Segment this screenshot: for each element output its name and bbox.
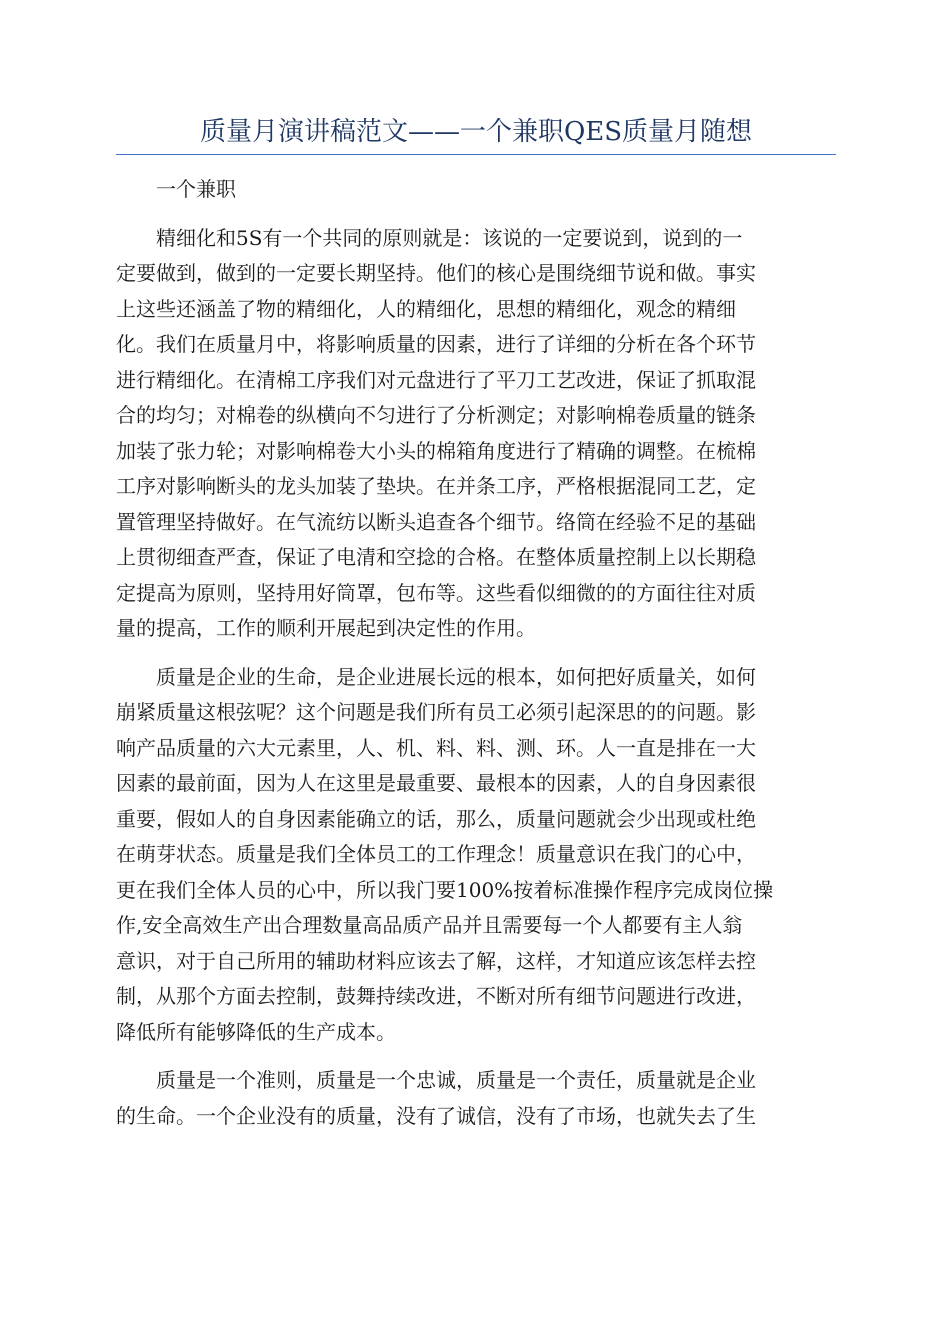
paragraph-line: 作,安全高效生产出合理数量高品质产品并且需要每一个人都要有主人翁 bbox=[116, 913, 743, 937]
paragraph-line: 在萌芽状态。质量是我们全体员工的工作理念！质量意识在我门的心中， bbox=[116, 842, 756, 866]
paragraph-line: 一个兼职 bbox=[156, 177, 236, 201]
paragraph-line: 因素的最前面，因为人在这里是最重要、最根本的因素，人的自身因素很 bbox=[116, 771, 756, 795]
paragraph-line: 化。我们在质量月中，将影响质量的因素，进行了详细的分析在各个环节 bbox=[116, 332, 756, 356]
paragraph-line: 重要，假如人的自身因素能确立的话，那么，质量问题就会少出现或杜绝 bbox=[116, 806, 756, 831]
paragraph-quality-life bbox=[116, 660, 836, 1051]
paragraph-line: 降低所有能够降低的生产成本。 bbox=[116, 1019, 396, 1044]
paragraph-line: 工序对影响断头的龙头加装了垫块。在并条工序，严格根据混同工艺，定 bbox=[116, 474, 756, 498]
paragraph-line: 合的均匀；对棉卷的纵横向不匀进行了分析测定；对影响棉卷质量的链条 bbox=[116, 403, 756, 427]
paragraph-line: 质量是企业的生命，是企业进展长远的根本，如何把好质量关，如何 bbox=[156, 664, 756, 689]
paragraph-line: 定提高为原则，坚持用好筒罩，包布等。这些看似细微的的方面往往对质 bbox=[116, 580, 756, 605]
title-underline bbox=[116, 154, 836, 155]
paragraph-line: 精细化和5S有一个共同的原则就是：该说的一定要说到，说到的一 bbox=[156, 225, 743, 250]
paragraph-line: 量的提高，工作的顺利开展起到决定性的作用。 bbox=[116, 616, 536, 640]
paragraph-line: 上贯彻细查严查，保证了电清和空捻的合格。在整体质量控制上以长期稳 bbox=[116, 545, 756, 569]
paragraph-subtitle bbox=[116, 172, 836, 208]
paragraph-refinement bbox=[116, 221, 836, 647]
paragraph-line: 置管理坚持做好。在气流纺以断头追查各个细节。络筒在经验不足的基础 bbox=[116, 509, 756, 534]
paragraph-line: 意识，对于自己所用的辅助材料应该去了解，这样，才知道应该怎样去控 bbox=[116, 948, 756, 973]
paragraph-quality-principle bbox=[116, 1063, 836, 1134]
document-title: 质量月演讲稿范文——一个兼职QES质量月随想 bbox=[199, 117, 753, 147]
paragraph-line: 定要做到，做到的一定要长期坚持。他们的核心是围绕细节说和做。事实 bbox=[116, 261, 756, 285]
document-body bbox=[116, 172, 836, 1134]
paragraph-line: 更在我们全体人员的心中，所以我门要100%按着标准操作程序完成岗位操 bbox=[116, 877, 774, 902]
paragraph-line: 上这些还涵盖了物的精细化，人的精细化，思想的精细化，观念的精细 bbox=[116, 296, 736, 321]
paragraph-line: 加装了张力轮；对影响棉卷大小头的棉箱角度进行了精确的调整。在梳棉 bbox=[116, 438, 756, 463]
paragraph-line: 制，从那个方面去控制，鼓舞持续改进，不断对所有细节问题进行改进， bbox=[116, 984, 756, 1008]
paragraph-line: 崩紧质量这根弦呢？这个问题是我们所有员工必须引起深思的的问题。影 bbox=[116, 700, 756, 724]
paragraph-line: 进行精细化。在清棉工序我们对元盘进行了平刀工艺改进，保证了抓取混 bbox=[116, 367, 756, 392]
paragraph-line: 的生命。一个企业没有的质量，没有了诚信，没有了市场，也就失去了生 bbox=[116, 1103, 756, 1128]
paragraph-line: 响产品质量的六大元素里，人、机、料、料、测、环。人一直是排在一大 bbox=[116, 735, 756, 760]
paragraph-line: 质量是一个准则，质量是一个忠诚，质量是一个责任，质量就是企业 bbox=[156, 1068, 756, 1092]
